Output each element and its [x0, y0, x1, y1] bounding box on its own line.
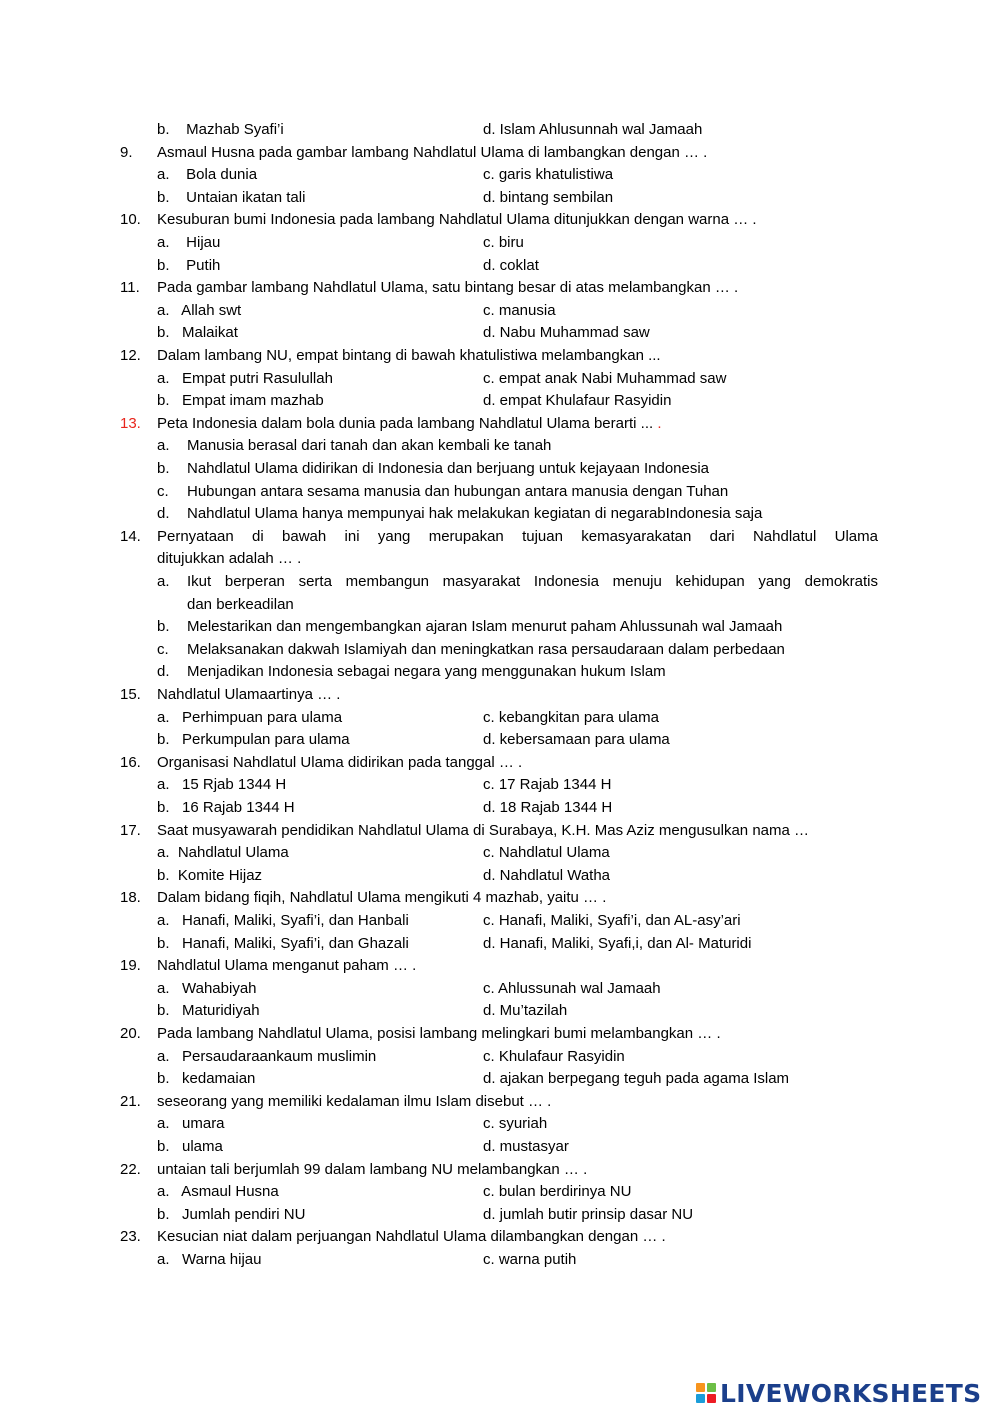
option-left[interactable]: a. Hanafi, Maliki, Syafi’i, dan Hanbali — [157, 912, 409, 929]
question-text-content: seseorang yang memiliki kedalaman ilmu Islam disebut … . — [157, 1092, 552, 1110]
option-right[interactable]: d. ajakan berpegang teguh pada agama Islam — [483, 1070, 790, 1088]
option-left[interactable]: b. Komite Hijaz — [157, 866, 263, 884]
question-text — [157, 1161, 878, 1178]
answer-option-row — [0, 1251, 1000, 1274]
answer-option-row — [0, 234, 1000, 257]
option-right[interactable]: c. Hanafi, Maliki, Syafi’i, dan AL-asy’ari — [483, 912, 741, 929]
option-right[interactable]: c. Khulafaur Rasyidin — [483, 1047, 625, 1065]
question-text — [157, 754, 878, 771]
question-text — [157, 528, 878, 545]
option-text[interactable]: Ikut berperan serta membangun masyarakat Indonesia menuju kehidupan yang demokratis — [187, 573, 878, 590]
option-right[interactable]: c. Nahdlatul Ulama — [483, 844, 610, 862]
question-text — [157, 1093, 878, 1110]
question-number: 20. — [120, 1025, 141, 1042]
question-line — [0, 279, 1000, 302]
liveworksheets-logo-icon — [696, 1383, 716, 1403]
option-left[interactable]: b. kedamaian — [157, 1070, 256, 1088]
option-right[interactable]: d. bintang sembilan — [483, 188, 614, 206]
logo-square-blue — [696, 1394, 705, 1403]
question-text — [157, 1025, 878, 1042]
question-continuation — [0, 550, 1000, 573]
question-text-content: Kesucian niat dalam perjuangan Nahdlatul Ulama dilambangkan dengan … . — [157, 1228, 666, 1246]
question-line — [0, 347, 1000, 370]
answer-option — [0, 505, 1000, 528]
option-right[interactable]: d. empat Khulafaur Rasyidin — [483, 392, 672, 410]
question-text-content: Nahdlatul Ulamaartinya … . — [157, 686, 341, 703]
option-right[interactable]: c. Ahlussunah wal Jamaah — [483, 979, 661, 997]
option-right[interactable]: c. manusia — [483, 301, 556, 319]
question-number: 22. — [120, 1160, 141, 1178]
question-number: 18. — [120, 889, 141, 907]
question-number: 16. — [120, 753, 141, 771]
question-number: 14. — [120, 527, 141, 545]
option-text[interactable]: Menjadikan Indonesia sebagai negara yang menggunakan hukum Islam — [187, 663, 666, 681]
logo-square-orange — [696, 1383, 705, 1392]
answer-option-row — [0, 392, 1000, 415]
option-text[interactable]: dan berkeadilan — [187, 595, 294, 613]
question-text: ditujukkan adalah … . — [157, 550, 302, 568]
option-left[interactable]: b. ulama — [157, 1138, 223, 1155]
answer-option-row — [0, 324, 1000, 347]
question-text-content: Pernyataan di bawah ini yang merupakan tujuan kemasyarakatan dari Nahdlatul Ulama — [157, 527, 878, 545]
option-left[interactable]: a. 15 Rjab 1344 H — [157, 776, 287, 794]
option-text[interactable]: Manusia berasal dari tanah dan akan kembali ke tanah — [187, 437, 552, 455]
option-letter[interactable]: b. — [157, 618, 170, 636]
question-mark-dot: . — [653, 414, 662, 432]
question-line — [0, 754, 1000, 777]
answer-option-row — [0, 799, 1000, 822]
question-number: 23. — [120, 1228, 141, 1246]
answer-option — [0, 483, 1000, 506]
option-text[interactable]: Nahdlatul Ulama hanya mempunyai hak melakukan kegiatan di negarabIndonesia saja — [187, 505, 763, 523]
option-right[interactable]: d. Hanafi, Maliki, Syafi,i, dan Al- Maturidi — [483, 934, 752, 952]
question-line — [0, 211, 1000, 234]
option-left[interactable]: b. Hanafi, Maliki, Syafi’i, dan Ghazali — [157, 934, 409, 952]
option-left[interactable]: a. Bola dunia — [157, 166, 258, 184]
question-number: 21. — [120, 1092, 141, 1110]
answer-option-row — [0, 257, 1000, 280]
option-right[interactable]: c. 17 Rajab 1344 H — [483, 776, 612, 794]
answer-option-row — [0, 1048, 1000, 1071]
answer-option — [0, 663, 1000, 686]
question-text-content: Asmaul Husna pada gambar lambang Nahdlatul Ulama di lambangkan dengan … . — [157, 143, 708, 161]
option-right[interactable]: d. coklat — [483, 256, 539, 274]
option-letter[interactable]: a. — [157, 573, 170, 590]
option-text[interactable]: Nahdlatul Ulama didirikan di Indonesia dan berjuang untuk kejayaan Indonesia — [187, 460, 710, 477]
option-left[interactable]: b. Mazhab Syafi’i — [157, 121, 284, 138]
answer-option-row — [0, 844, 1000, 867]
option-right[interactable]: c. empat anak Nabi Muhammad saw — [483, 369, 727, 387]
question-text — [157, 686, 878, 703]
option-right[interactable]: c. bulan berdirinya NU — [483, 1183, 632, 1201]
answer-option — [0, 573, 1000, 596]
question-text-content: Saat musyawarah pendidikan Nahdlatul Ulama di Surabaya, K.H. Mas Aziz mengusulkan nama … — [157, 821, 810, 839]
option-right[interactable]: c. warna putih — [483, 1251, 577, 1268]
question-line — [0, 822, 1000, 845]
option-left[interactable]: a. Allah swt — [157, 301, 242, 319]
option-text[interactable]: Melaksanakan dakwah Islamiyah dan meningkatkan rasa persaudaraan dalam perbedaan — [187, 640, 785, 658]
question-line — [0, 1093, 1000, 1116]
question-text-content: Pada gambar lambang Nahdlatul Ulama, satu bintang besar di atas melambangkan … . — [157, 279, 739, 297]
answer-option-row — [0, 1206, 1000, 1229]
question-text-content: Organisasi Nahdlatul Ulama didirikan pada tanggal … . — [157, 753, 523, 771]
question-number: 10. — [120, 211, 141, 229]
option-left[interactable]: a. Nahdlatul Ulama — [157, 844, 289, 862]
question-line — [0, 1025, 1000, 1048]
option-right[interactable]: c. kebangkitan para ulama — [483, 708, 659, 726]
answer-option-row — [0, 1002, 1000, 1025]
question-line — [0, 686, 1000, 709]
question-line — [0, 144, 1000, 167]
question-text — [157, 822, 878, 839]
question-number: 19. — [120, 957, 141, 975]
option-left[interactable]: b. Maturidiyah — [157, 1002, 260, 1020]
answer-option-row — [0, 166, 1000, 189]
question-number: 13. — [120, 414, 141, 432]
logo-square-green — [707, 1383, 716, 1392]
answer-option-row — [0, 370, 1000, 393]
question-text — [157, 279, 878, 296]
question-text — [157, 957, 878, 974]
option-letter[interactable]: d. — [157, 505, 170, 523]
option-left[interactable]: b. Untaian ikatan tali — [157, 188, 306, 206]
question-text — [157, 1228, 878, 1245]
answer-option-continuation — [0, 596, 1000, 619]
option-letter[interactable]: c. — [157, 640, 169, 658]
answer-option-row — [0, 935, 1000, 958]
question-text — [157, 144, 878, 161]
answer-option — [0, 437, 1000, 460]
answer-option-row — [0, 980, 1000, 1003]
option-letter[interactable]: a. — [157, 437, 170, 455]
option-left[interactable]: a. Hijau — [157, 234, 221, 251]
option-left[interactable]: a. Warna hijau — [157, 1251, 262, 1268]
question-text — [157, 347, 878, 364]
option-left[interactable]: b. Perkumpulan para ulama — [157, 731, 350, 749]
option-text[interactable]: Melestarikan dan mengembangkan ajaran Islam menurut paham Ahlussunah wal Jamaah — [187, 618, 783, 636]
answer-option-row — [0, 121, 1000, 144]
option-left[interactable]: b. Jumlah pendiri NU — [157, 1205, 306, 1223]
question-number: 12. — [120, 347, 141, 364]
question-number: 9. — [120, 143, 133, 161]
answer-option-row — [0, 1115, 1000, 1138]
answer-option — [0, 641, 1000, 664]
option-right[interactable]: d. kebersamaan para ulama — [483, 731, 670, 749]
option-left[interactable]: a. Empat putri Rasulullah — [157, 369, 333, 387]
question-line — [0, 1161, 1000, 1184]
answer-option-row — [0, 1183, 1000, 1206]
answer-option — [0, 618, 1000, 641]
question-line — [0, 957, 1000, 980]
question-text-content: Dalam bidang fiqih, Nahdlatul Ulama mengikuti 4 mazhab, yaitu … . — [157, 889, 607, 907]
answer-option-row — [0, 731, 1000, 754]
question-text — [157, 415, 878, 432]
question-line — [0, 415, 1000, 438]
question-text — [157, 211, 878, 228]
question-number: 17. — [120, 821, 141, 839]
option-left[interactable]: a. Asmaul Husna — [157, 1183, 279, 1201]
option-left[interactable]: a. Perhimpuan para ulama — [157, 708, 343, 726]
option-left[interactable]: a. Wahabiyah — [157, 979, 257, 997]
option-left[interactable]: a. umara — [157, 1115, 225, 1133]
answer-option-row — [0, 776, 1000, 799]
option-right[interactable]: c. syuriah — [483, 1115, 548, 1133]
question-number: 15. — [120, 686, 141, 703]
question-text — [157, 889, 878, 906]
question-text-content: Dalam lambang NU, empat bintang di bawah khatulistiwa melambangkan ... — [157, 347, 661, 364]
question-text-content: Nahdlatul Ulama menganut paham … . — [157, 957, 417, 975]
answer-option-row — [0, 302, 1000, 325]
option-text[interactable]: Hubungan antara sesama manusia dan hubungan antara manusia dengan Tuhan — [187, 482, 729, 500]
option-left[interactable]: a. Persaudaraankaum muslimin — [157, 1047, 377, 1065]
option-right[interactable]: d. jumlah butir prinsip dasar NU — [483, 1205, 694, 1223]
answer-option-row — [0, 912, 1000, 935]
question-text-content: Peta Indonesia dalam bola dunia pada lambang Nahdlatul Ulama berarti ... — [157, 414, 654, 432]
option-left[interactable]: b. 16 Rajab 1344 H — [157, 799, 295, 816]
question-text-content: Kesuburan bumi Indonesia pada lambang Nahdlatul Ulama ditunjukkan dengan warna … . — [157, 211, 757, 229]
question-line — [0, 1228, 1000, 1251]
option-left[interactable]: b. Empat imam mazhab — [157, 392, 324, 410]
question-text-content: Pada lambang Nahdlatul Ulama, posisi lambang melingkari bumi melambangkan … . — [157, 1025, 721, 1042]
option-right[interactable]: c. biru — [483, 234, 524, 251]
logo-text: LIVEWORKSHEETS — [720, 1378, 982, 1408]
option-left[interactable]: b. Malaikat — [157, 324, 238, 342]
question-line — [0, 528, 1000, 551]
option-right[interactable]: d. mustasyar — [483, 1138, 569, 1155]
option-right[interactable]: d. Nabu Muhammad saw — [483, 324, 650, 342]
answer-option-row — [0, 867, 1000, 890]
logo-square-red — [707, 1394, 716, 1403]
option-right[interactable]: c. garis khatulistiwa — [483, 166, 614, 184]
option-letter[interactable]: c. — [157, 482, 169, 500]
question-line — [0, 889, 1000, 912]
option-right[interactable]: d. Mu’tazilah — [483, 1002, 568, 1020]
answer-option-row — [0, 709, 1000, 732]
option-letter[interactable]: d. — [157, 663, 170, 681]
option-right[interactable]: d. Nahdlatul Watha — [483, 866, 611, 884]
answer-option-row — [0, 1138, 1000, 1161]
liveworksheets-logo[interactable] — [696, 1378, 981, 1408]
option-right[interactable]: d. 18 Rajab 1344 H — [483, 799, 613, 816]
option-right[interactable]: d. Islam Ahlusunnah wal Jamaah — [483, 121, 703, 138]
option-left[interactable]: b. Putih — [157, 256, 221, 274]
question-text-content: untaian tali berjumlah 99 dalam lambang NU melambangkan … . — [157, 1160, 588, 1178]
answer-option-row — [0, 1070, 1000, 1093]
question-number: 11. — [120, 279, 140, 297]
answer-option — [0, 460, 1000, 483]
answer-option-row — [0, 189, 1000, 212]
option-letter[interactable]: b. — [157, 460, 170, 477]
